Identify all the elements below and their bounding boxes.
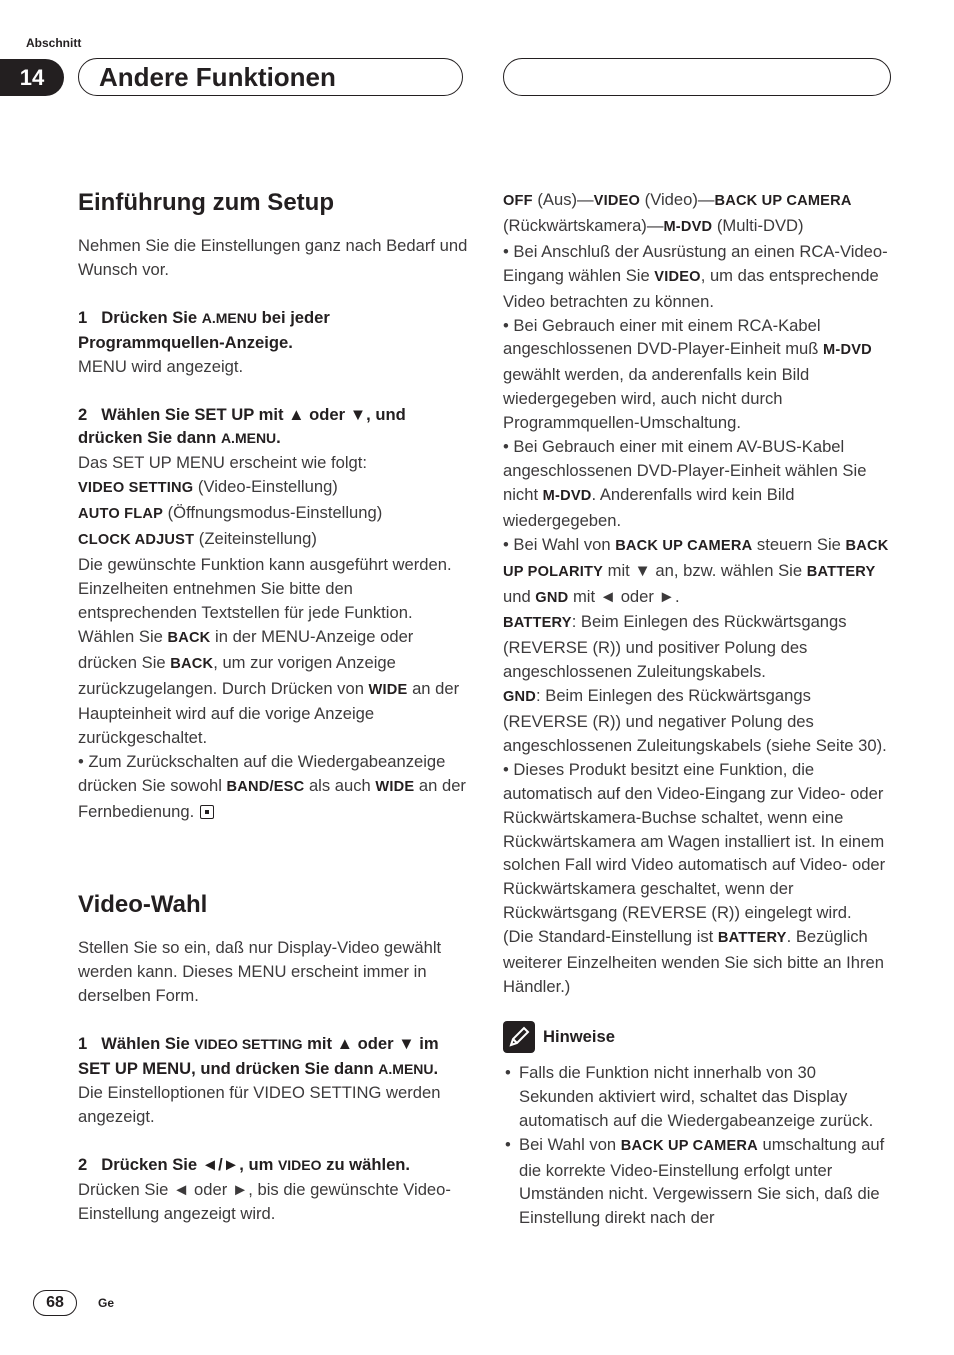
setup-paragraph: Die gewünschte Funktion kann ausgeführt werden. Einzelheiten entnehmen Sie bitte den entsprechenden Textstellen für jede Funktion. Wählen Sie BACK in der MENU-Anzeige oder drücken Sie BACK, um zur vorigen Anzeige zurückzugelangen. Durch Drücken von WIDE an der Haupteinheit wird auf die vorige Anzeige zurückgeschaltet.	[78, 554, 460, 748]
battery-description: BATTERY: Beim Einlegen des Rückwärtsgangs (REVERSE (R)) und positiver Polung des angeschlossenen Zuleitungskabels.	[503, 612, 847, 682]
right-column	[503, 188, 893, 1230]
bullet-auto-switch: • Dieses Produkt besitzt eine Funktion, die automatisch auf den Video-Eingang zur Video- oder Rückwärtskamera-Buchse schaltet, wenn eine Rückwärtskamera am Wagen installiert ist. In einem solchen Fall wird Video automatisch auf Video- oder Rückwärtskamera geschaltet, wenn der Rückwärtsgang (REVERSE (R)) eingelegt wird.	[503, 759, 886, 923]
menu-item-video-setting: VIDEO SETTING (Video-Einstellung)	[78, 477, 338, 497]
note-item: • Bei Wahl von BACK UP CAMERA umschaltung auf die korrekte Video-Einstellung erfolgt unter Umständen nicht. Vergewissern Sie sich, daß die Einstellung direkt nach der	[503, 1133, 893, 1231]
language-code: Ge	[98, 1296, 115, 1310]
bullet-rca-video: • Bei Anschluß der Ausrüstung an einen RCA-Video-Eingang wählen Sie VIDEO, um das entsprechende Video betrachten zu können.	[503, 241, 888, 311]
bullet-back-up-camera: • Bei Wahl von BACK UP CAMERA steuern Sie BACK UP POLARITY mit ▼ an, bzw. wählen Sie BATTERY und GND mit ◄ oder ►.	[503, 534, 889, 606]
notes-title: Hinweise	[543, 1026, 615, 1046]
video-step-2: 2 Drücken Sie ◄/►, um VIDEO zu wählen.	[78, 1155, 411, 1175]
gnd-description: GND: Beim Einlegen des Rückwärtsgangs (REVERSE (R)) und negativer Polung des angeschlossenen Zuleitungskabels (siehe Seite 30).	[503, 686, 887, 755]
video-step-2-body: Drücken Sie ◄ oder ►, bis die gewünschte Video-Einstellung angezeigt wird.	[78, 1180, 451, 1224]
bullet-avbus-dvd: • Bei Gebrauch einer mit einem AV-BUS-Kabel angeschlossenen DVD-Player-Einheit wählen Sie nicht M-DVD. Anderenfalls wird kein Bild wiedergegeben.	[503, 437, 867, 530]
chapter-title	[78, 58, 463, 96]
video-step-1-body: Die Einstelloptionen für VIDEO SETTING werden angezeigt.	[78, 1083, 441, 1127]
setup-bullet: • Zum Zurückschalten auf die Wiedergabeanzeige drücken Sie sowohl BAND/ESC als auch WIDE an der Fernbedienung.	[78, 752, 466, 822]
heading-video-wahl: Video-Wahl	[78, 890, 208, 918]
notes-header	[503, 1021, 893, 1053]
end-of-section-icon	[200, 805, 214, 819]
video-options: OFF (Aus)—VIDEO (Video)—BACK UP CAMERA (Rückwärtskamera)—M-DVD (Multi-DVD)	[503, 190, 852, 235]
setup-step-1: 1 Drücken Sie A.MENU bei jeder Programmquellen-Anzeige.	[78, 307, 330, 352]
chapter-title-text: Andere Funktionen	[99, 61, 336, 92]
menu-item-auto-flap: AUTO FLAP (Öffnungsmodus-Einstellung)	[78, 503, 383, 523]
setup-step-2-body: Das SET UP MENU erscheint wie folgt:	[78, 453, 367, 473]
heading-setup: Einführung zum Setup	[78, 189, 334, 216]
video-step-1: 1 Wählen Sie VIDEO SETTING mit ▲ oder ▼ im SET UP MENU, und drücken Sie dann A.MENU.	[78, 1033, 439, 1078]
setup-step-1-body: MENU wird angezeigt.	[78, 356, 244, 376]
setup-intro: Nehmen Sie die Einstellungen ganz nach Bedarf und Wunsch vor.	[78, 236, 468, 279]
page-number: 68	[33, 1290, 77, 1316]
bullet-rca-dvd: • Bei Gebrauch einer mit einem RCA-Kabel angeschlossenen DVD-Player-Einheit muß M-DVD gewählt werden, da anderenfalls kein Bild wiedergegeben wird, auch nicht durch Programmquellen-Umschaltung.	[503, 315, 872, 433]
menu-item-clock-adjust: CLOCK ADJUST (Zeiteinstellung)	[78, 529, 317, 549]
section-label: Abschnitt	[26, 36, 82, 50]
notes-list	[503, 1061, 893, 1230]
chapter-number-badge: 14	[0, 59, 64, 96]
header-empty-box	[503, 58, 891, 96]
setup-step-2: 2 Wählen Sie SET UP mit ▲ oder ▼, und drücken Sie dann A.MENU.	[78, 404, 406, 448]
video-intro: Stellen Sie so ein, daß nur Display-Video gewählt werden kann. Dieses MENU erscheint immer in derselben Form.	[78, 937, 442, 1005]
pencil-icon	[503, 1021, 535, 1053]
note-item: • Falls die Funktion nicht innerhalb von 30 Sekunden aktiviert wird, schaltet das Display automatisch auf die Wiedergabeanzeige zurück.	[503, 1061, 893, 1133]
left-column	[78, 188, 470, 1226]
standard-setting: (Die Standard-Einstellung ist BATTERY. Bezüglich weiterer Einzelheiten wenden Sie sich bitte an Ihren Händler.)	[503, 927, 884, 996]
